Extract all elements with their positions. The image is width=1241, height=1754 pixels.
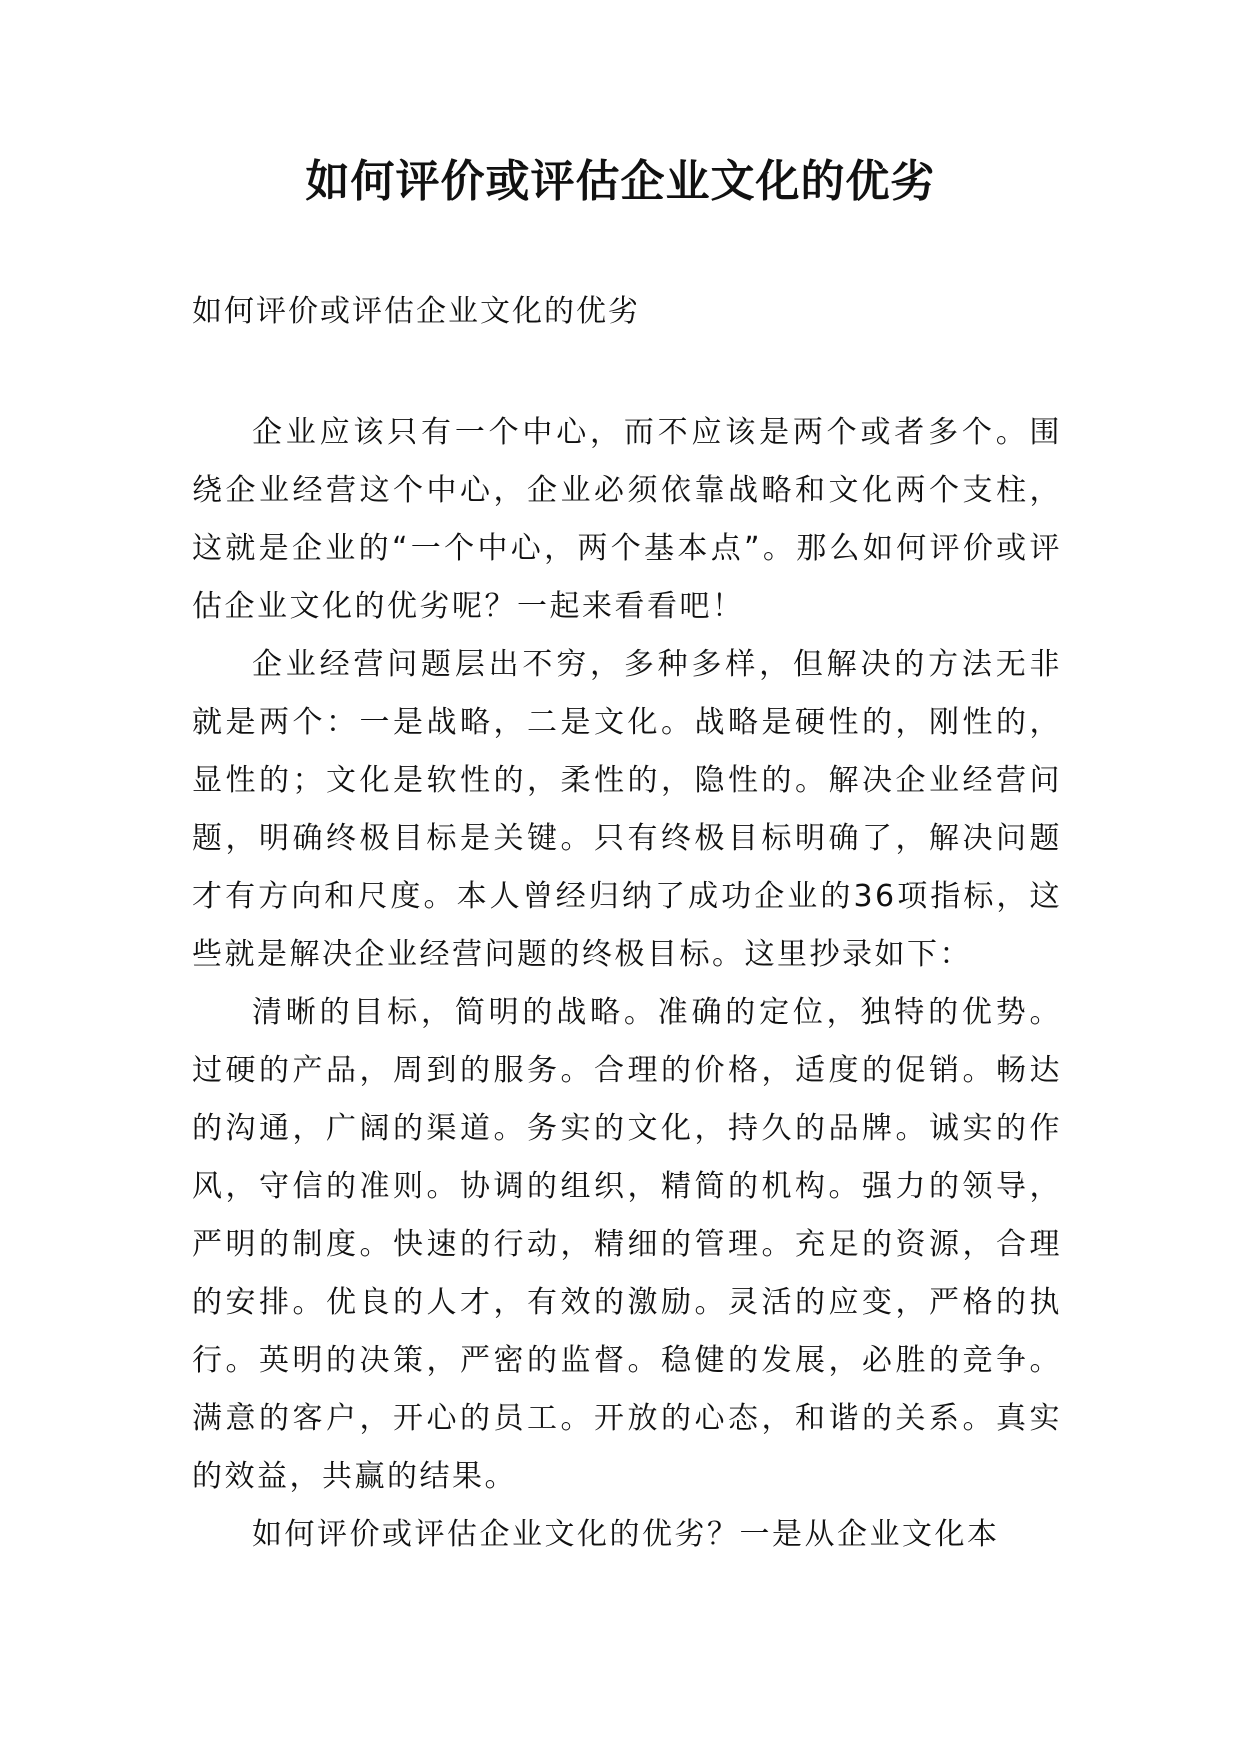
paragraph-intro: 企业应该只有一个中心，而不应该是两个或者多个。围绕企业经营这个中心，企业必须依靠战略和文化两个支柱，这就是企业的“一个中心，两个基本点”。那么如何评价或评估企业文化的优劣呢？一起来看看吧！ bbox=[192, 415, 1062, 624]
document-body bbox=[192, 404, 1062, 1564]
document-title: 如何评价或评估企业文化的优劣 bbox=[305, 156, 936, 207]
paragraph-evaluation: 如何评价或评估企业文化的优劣？一是从企业文化本 bbox=[252, 1517, 1000, 1552]
document-subtitle: 如何评价或评估企业文化的优劣 bbox=[192, 294, 640, 329]
paragraph-indicators: 清晰的目标，简明的战略。准确的定位，独特的优势。过硬的产品，周到的服务。合理的价格，适度的促销。畅达的沟通，广阔的渠道。务实的文化，持久的品牌。诚实的作风，守信的准则。协调的组织，精简的机构。强力的领导，严明的制度。快速的行动，精细的管理。充足的资源，合理的安排。优良的人才，有效的激励。灵活的应变，严格的执行。英明的决策，严密的监督。稳健的发展，必胜的竞争。满意的客户，开心的员工。开放的心态，和谐的关系。真实的效益，共赢的结果。 bbox=[192, 995, 1062, 1494]
paragraph-problems: 企业经营问题层出不穷，多种多样，但解决的方法无非就是两个：一是战略，二是文化。战略是硬性的，刚性的，显性的；文化是软性的，柔性的，隐性的。解决企业经营问题，明确终极目标是关键。只有终极目标明确了，解决问题才有方向和尺度。本人曾经归纳了成功企业的36项指标，这些就是解决企业经营问题的终极目标。这里抄录如下： bbox=[192, 647, 1062, 972]
